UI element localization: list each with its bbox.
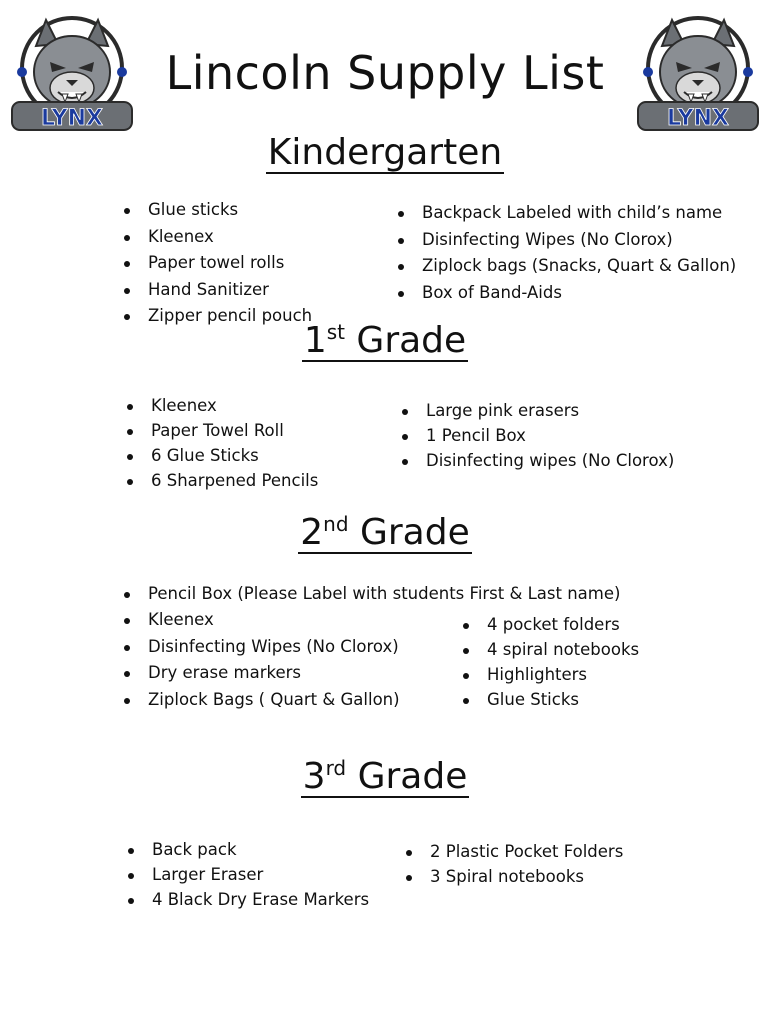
list-item: Disinfecting Wipes (No Clorox) [398,227,736,254]
list-item: Disinfecting Wipes (No Clorox) [124,634,400,661]
heading-text: Grade [346,756,468,797]
page-title: Lincoln Supply List [165,46,605,100]
kindergarten-list-right [398,200,736,306]
list-item: 6 Sharpened Pencils [127,468,318,493]
section-heading-2nd-grade [0,512,770,554]
list-item: Glue Sticks [463,687,639,712]
list-item: Backpack Labeled with child’s name [398,200,736,227]
list-item: Ziplock Bags ( Quart & Gallon) [124,687,400,714]
list-item: Ziplock bags (Snacks, Quart & Gallon) [398,253,736,280]
list-item: 4 pocket folders [463,612,639,637]
grade2-list-left [124,607,400,713]
heading-ordinal: rd [325,756,347,780]
grade1-list-right [402,398,674,473]
list-item: 6 Glue Sticks [127,443,318,468]
list-item: Large pink erasers [402,398,674,423]
grade3-list-left [128,837,369,912]
logo-text: LYNX [41,106,103,131]
list-item: Highlighters [463,662,639,687]
list-item: Zipper pencil pouch [124,303,312,330]
list-item: Kleenex [127,393,318,418]
list-item: 4 Black Dry Erase Markers [128,887,369,912]
list-item: Kleenex [124,607,400,634]
list-item: 3 Spiral notebooks [406,864,623,889]
list-item: Dry erase markers [124,660,400,687]
list-item: 4 spiral notebooks [463,637,639,662]
heading-text: Grade [344,320,467,361]
grade2-list-top [124,581,620,608]
heading-ordinal: nd [323,512,349,536]
kindergarten-list-left [124,197,312,330]
heading-text: Grade [348,512,470,553]
heading-number: 1 [303,320,327,361]
logo-text: LYNX [667,106,729,131]
list-item: Disinfecting wipes (No Clorox) [402,448,674,473]
list-item: Pencil Box (Please Label with students First & Last name) [124,581,620,608]
list-item: 2 Plastic Pocket Folders [406,839,623,864]
section-heading-3rd-grade [0,756,770,798]
list-item: Hand Sanitizer [124,277,312,304]
list-item: Back pack [128,837,369,862]
list-item: 1 Pencil Box [402,423,674,448]
list-item: Kleenex [124,224,312,251]
list-item: Larger Eraser [128,862,369,887]
list-item: Box of Band-Aids [398,280,736,307]
heading-number: 2 [300,512,324,553]
list-item: Paper towel rolls [124,250,312,277]
grade3-list-right [406,839,623,889]
heading-text: Kindergarten [267,132,503,173]
grade2-list-right [463,612,639,712]
section-heading-kindergarten [0,132,770,174]
list-item: Paper Towel Roll [127,418,318,443]
heading-ordinal: st [326,320,345,344]
heading-number: 3 [302,756,326,797]
section-heading-1st-grade [0,320,770,362]
grade1-list-left [127,393,318,493]
list-item: Glue sticks [124,197,312,224]
